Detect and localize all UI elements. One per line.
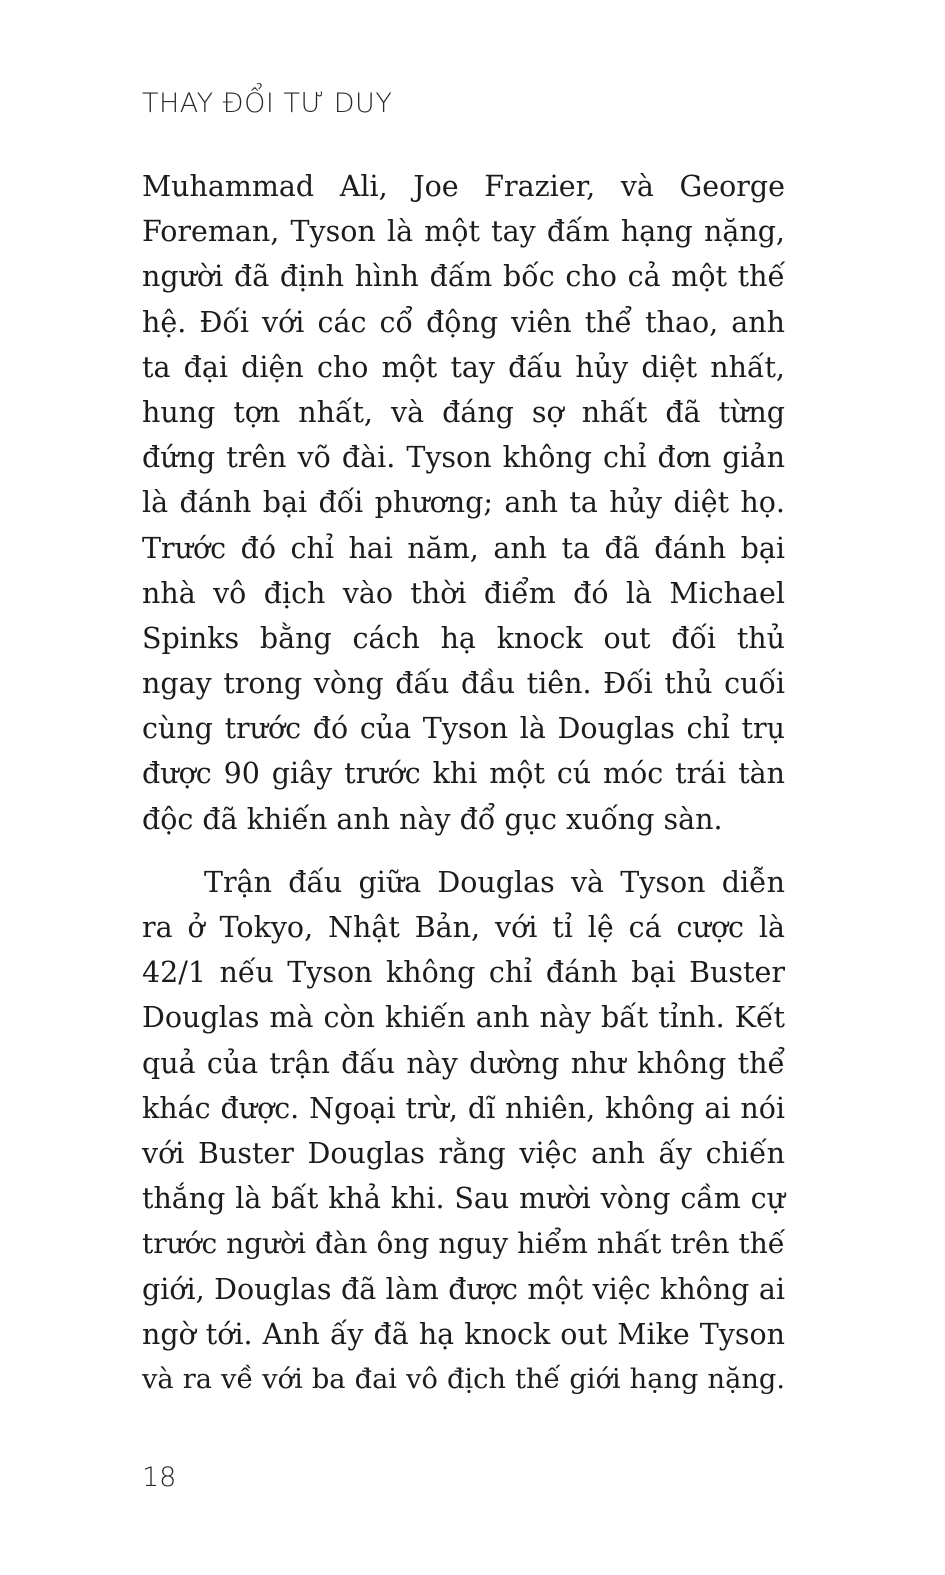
text-line: đứng trên võ đài. Tyson không chỉ đơn giản <box>142 441 785 475</box>
text-line: và ra về với ba đai vô địch thế giới hạng nặng. <box>142 1363 785 1395</box>
page-number: 18 <box>142 1462 177 1493</box>
text-line: được 90 giây trước khi một cú móc trái tàn <box>142 757 785 791</box>
text-line: Foreman, Tyson là một tay đấm hạng nặng, <box>142 215 785 249</box>
text-line: người đã định hình đấm bốc cho cả một thế <box>142 260 785 294</box>
text-line: là đánh bại đối phương; anh ta hủy diệt họ. <box>142 486 785 520</box>
paragraph-2 <box>142 860 785 1402</box>
text-line: hệ. Đối với các cổ động viên thể thao, anh <box>142 305 785 339</box>
text-line: 42/1 nếu Tyson không chỉ đánh bại Buster <box>142 956 785 990</box>
text-line: độc đã khiến anh này đổ gục xuống sàn. <box>142 802 723 836</box>
text-line: trước người đàn ông nguy hiểm nhất trên thế <box>142 1227 785 1261</box>
text-line: nhà vô địch vào thời điểm đó là Michael <box>142 576 785 610</box>
text-line: Trận đấu giữa Douglas và Tyson diễn <box>204 865 785 899</box>
text-line: ngay trong vòng đấu đầu tiên. Đối thủ cuối <box>142 667 785 701</box>
paragraph-1 <box>142 164 785 842</box>
text-line: khác được. Ngoại trừ, dĩ nhiên, không ai nói <box>142 1091 785 1125</box>
text-line: quả của trận đấu này dường như không thể <box>142 1046 785 1080</box>
running-header: THAY ĐỔI TƯ DUY <box>142 88 393 119</box>
text-line: Spinks bằng cách hạ knock out đối thủ <box>142 621 785 655</box>
text-line: hung tợn nhất, và đáng sợ nhất đã từng <box>142 395 785 429</box>
text-line: giới, Douglas đã làm được một việc không ai <box>142 1272 785 1306</box>
text-line: thắng là bất khả khi. Sau mười vòng cầm cự <box>142 1182 785 1216</box>
text-line: với Buster Douglas rằng việc anh ấy chiến <box>142 1136 785 1170</box>
text-line: cùng trước đó của Tyson là Douglas chỉ trụ <box>142 712 785 746</box>
text-line: ta đại diện cho một tay đấu hủy diệt nhất, <box>142 350 785 384</box>
text-line: Trước đó chỉ hai năm, anh ta đã đánh bại <box>142 531 785 565</box>
text-line: Douglas mà còn khiến anh này bất tỉnh. Kết <box>142 1001 785 1035</box>
text-line: ngờ tới. Anh ấy đã hạ knock out Mike Tyson <box>142 1317 785 1351</box>
text-line: Muhammad Ali, Joe Frazier, và George <box>142 170 785 203</box>
paragraph-spacer <box>142 842 785 860</box>
text-line: ra ở Tokyo, Nhật Bản, với tỉ lệ cá cược là <box>142 911 785 944</box>
body-text <box>142 164 785 1402</box>
